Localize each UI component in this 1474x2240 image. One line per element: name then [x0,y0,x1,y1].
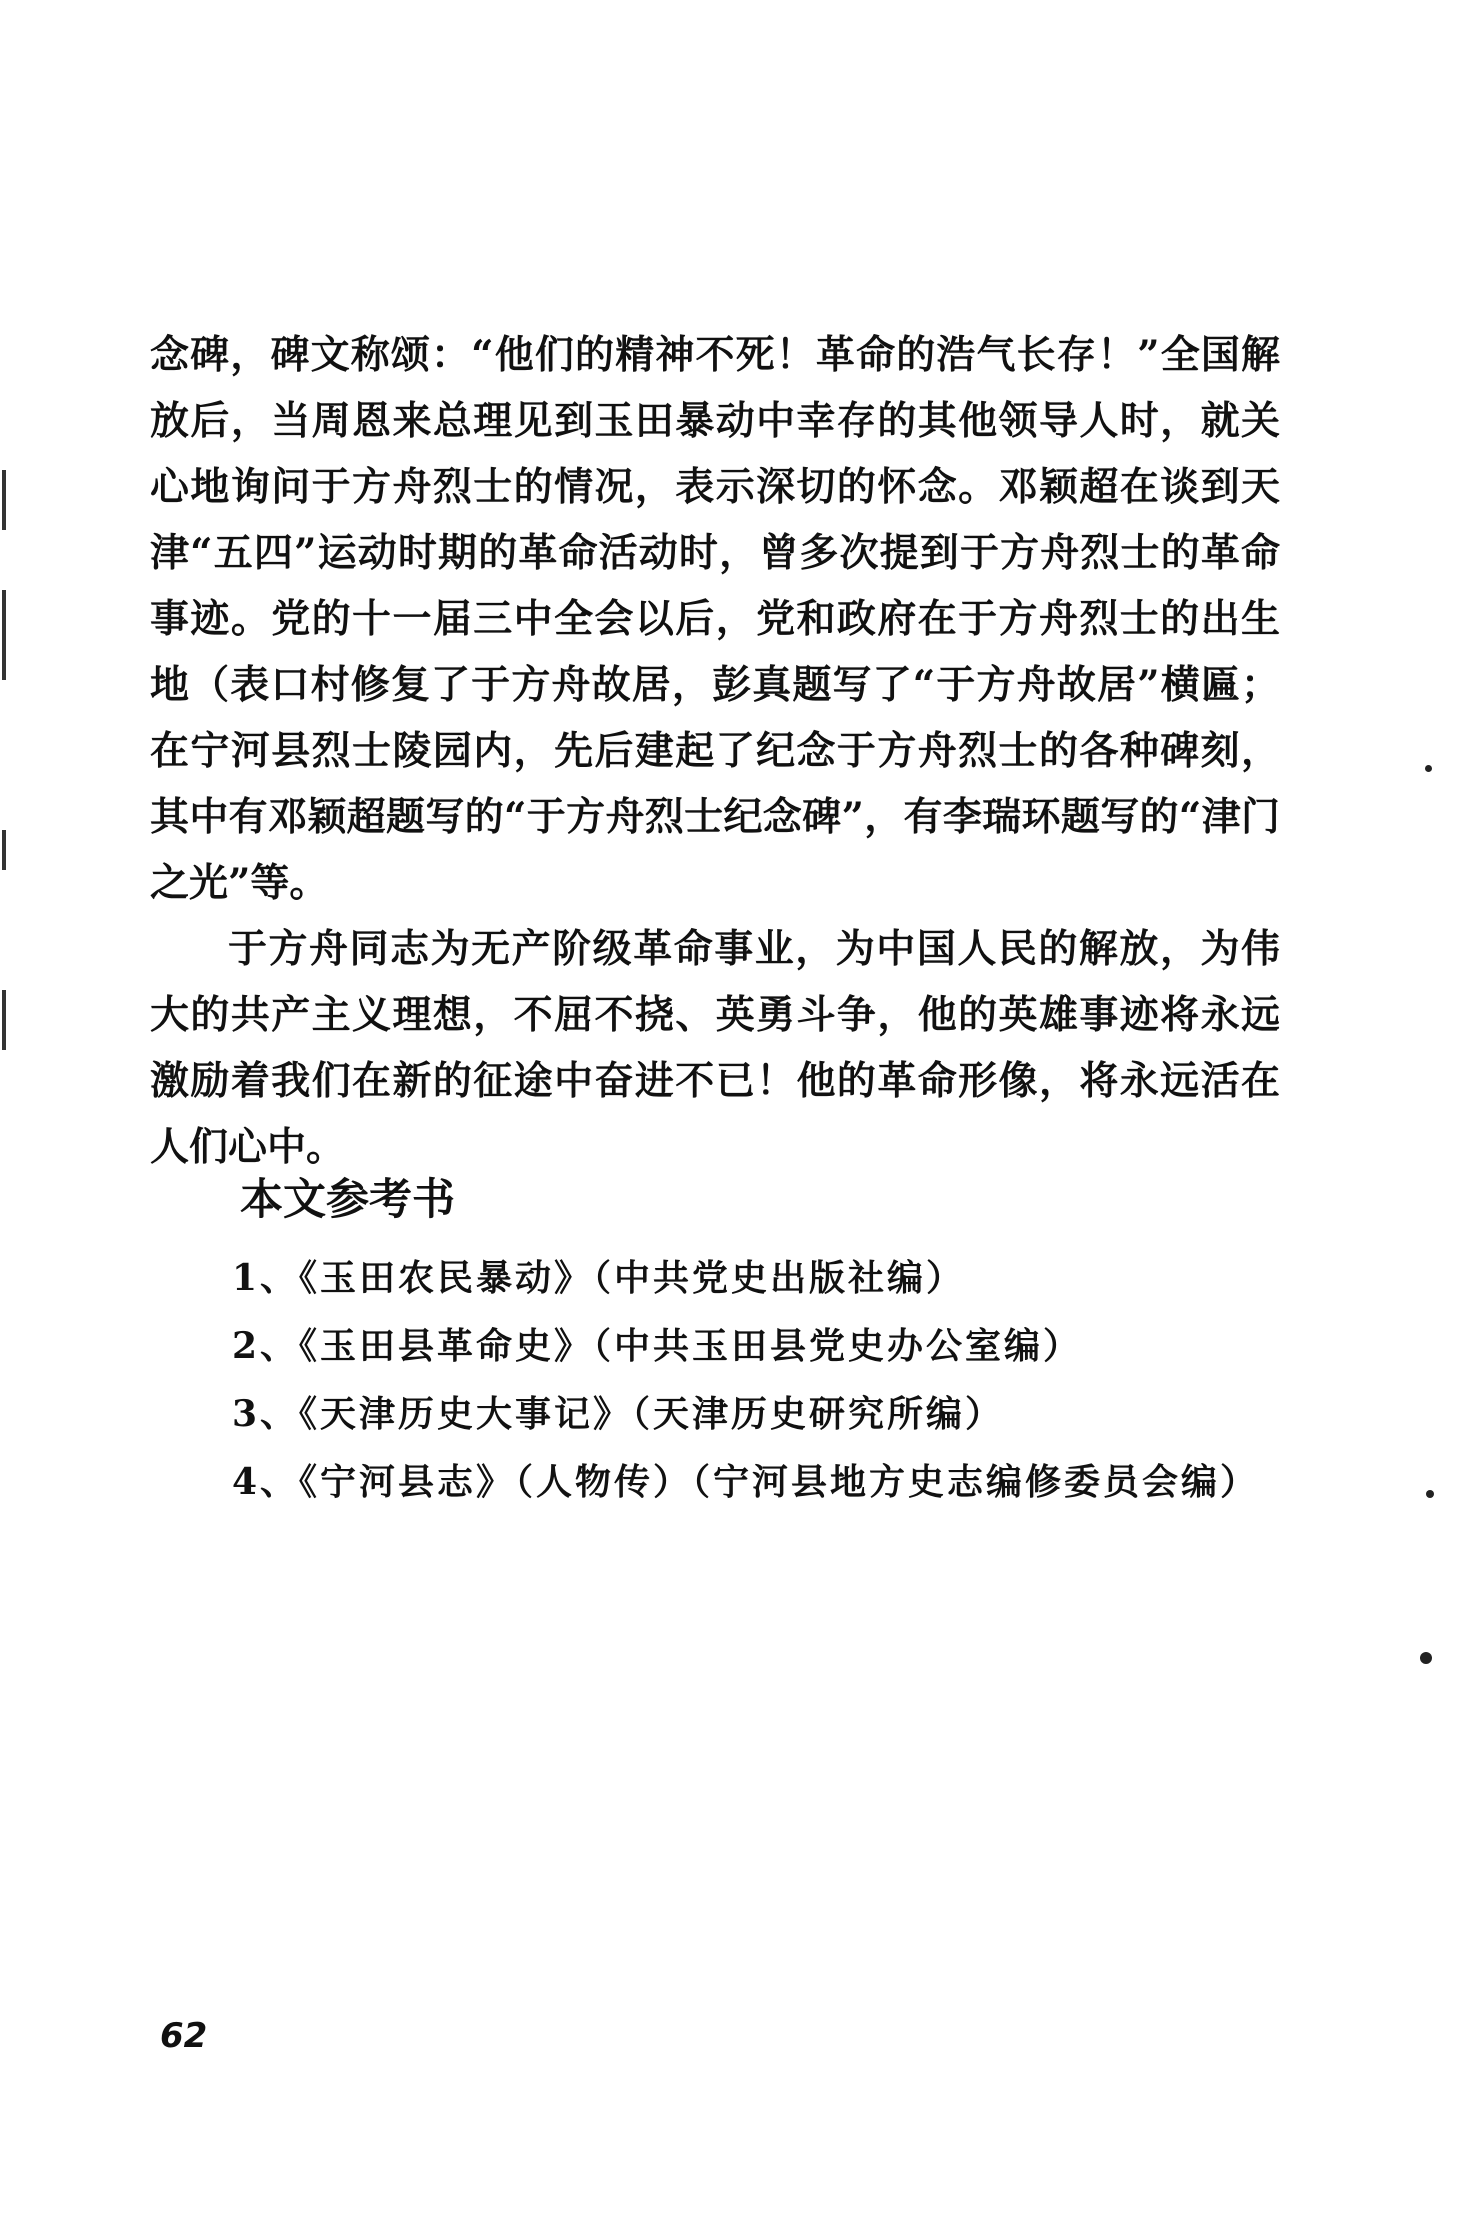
reference-item: 3、《天津历史大事记》（天津历史研究所编） [232,1393,1005,1435]
reference-item: 1、《玉田农民暴动》（中共党史出版社编） [232,1257,966,1299]
scan-speck [1420,1652,1432,1664]
paragraph: 于方舟同志为无产阶级革命事业，为中国人民的解放，为伟大的共产主义理想，不屈不挠、英勇斗争，他的英雄事迹将永远激励着我们在新的征途中奋进不已！他的革命形像，将永远活在人们心中。 [150,926,1280,1170]
page-number: 62 [160,2016,208,2056]
reference-item: 2、《玉田县革命史》（中共玉田县党史办公室编） [232,1325,1083,1367]
references-title: 本文参考书 [240,1175,455,1225]
body-text [150,322,1280,1180]
references-list [150,1244,1280,1516]
scan-speck [1426,1490,1434,1498]
scan-speck [1425,765,1432,772]
reference-item: 4、《宁河县志》（人物传）（宁河县地方史志编修委员会编） [232,1461,1260,1503]
scan-edge-mark [2,830,6,870]
references-section [150,1168,1280,1516]
paragraph: 念碑，碑文称颂：“他们的精神不死！革命的浩气长存！”全国解放后，当周恩来总理见到玉田暴动中幸存的其他领导人时，就关心地询问于方舟烈士的情况，表示深切的怀念。邓颖超在谈到天津“五四”运动时期的革命活动时，曾多次提到于方舟烈士的革命事迹。党的十一届三中全会以后，党和政府在于方舟烈士的出生地（表口村修复了于方舟故居，彭真题写了“于方舟故居”横匾；在宁河县烈士陵园内，先后建起了纪念于方舟烈士的各种碑刻，其中有邓颖超题写的“于方舟烈士纪念碑”，有李瑞环题写的“津门之光”等。 [150,332,1280,906]
scan-edge-mark [2,990,6,1050]
scan-edge-mark [2,590,6,680]
scan-edge-mark [2,470,6,530]
